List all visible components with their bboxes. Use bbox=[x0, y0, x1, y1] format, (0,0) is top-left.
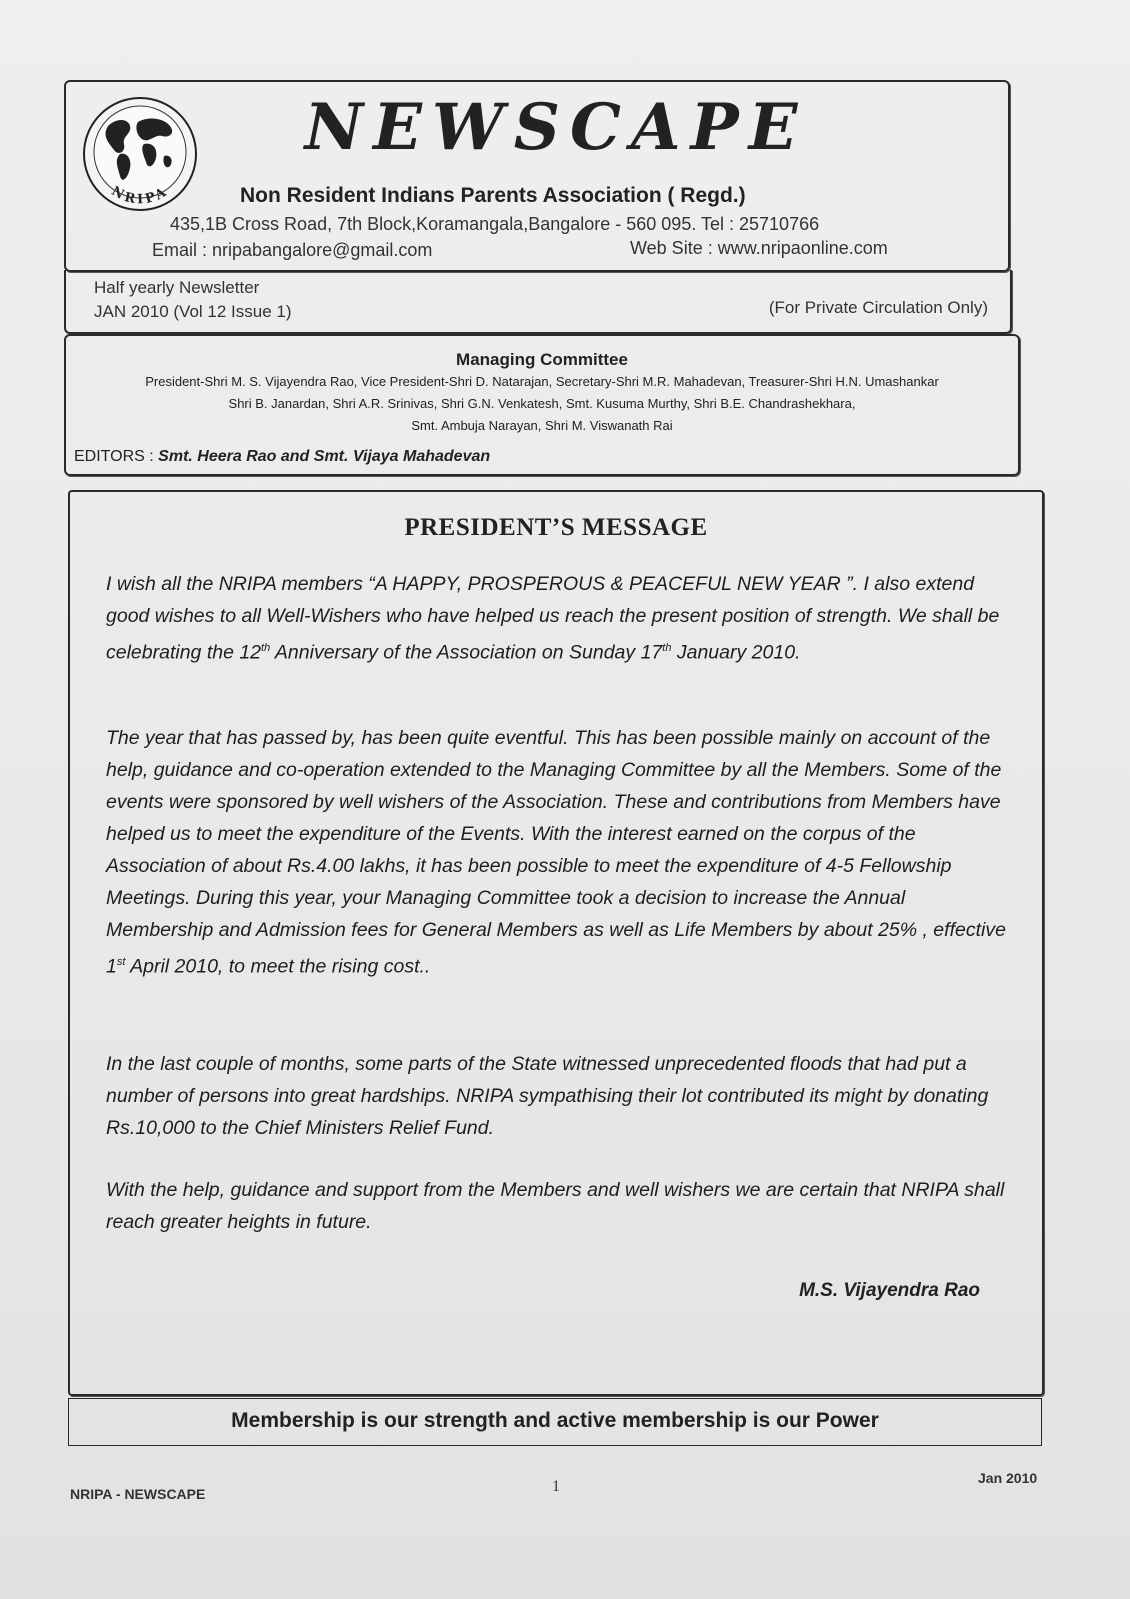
globe-logo-icon bbox=[78, 96, 202, 214]
message-paragraph: The year that has passed by, has been quite eventful. This has been possible mainly on account of the help, guidance and co-operation extended to the Managing Committee by all the Members. Some of the events were sponsored by well wishers of the Association. These and contributions from Members have helped us to meet the expenditure of the Events. With the interest earned on the corpus of the Association of about Rs.4.00 lakhs, it has been possible to meet the expenditure of 4-5 Fellowship Meetings. During this year, your Managing Committee took a decision to increase the Annual Membership and Admission fees for General Members as well as Life Members by about 25% , effective 1st April 2010, to meet the rising cost.. bbox=[106, 727, 1006, 978]
committee-members-line: President-Shri M. S. Vijayendra Rao, Vice President-Shri D. Natarajan, Secretary-Shri M.R. Mahadevan, Treasurer-Shri H.N. Umashankar bbox=[145, 374, 939, 389]
managing-committee-box bbox=[64, 334, 1020, 476]
footer-publication: NRIPA - NEWSCAPE bbox=[70, 1486, 206, 1502]
committee-members-line: Shri B. Janardan, Shri A.R. Srinivas, Shri G.N. Venkatesh, Smt. Kusuma Murthy, Shri B.E. Chandrashekhara, bbox=[228, 396, 856, 411]
page-number: 1 bbox=[552, 1478, 560, 1495]
committee-title: Managing Committee bbox=[456, 350, 628, 369]
message-paragraph: In the last couple of months, some parts of the State witnessed unprecedented floods that had put a number of persons into great hardships. NRIPA sympathising their lot contributed its might by donating Rs.10,000 to the Chief Ministers Relief Fund. bbox=[106, 1053, 989, 1139]
footer-date: Jan 2010 bbox=[978, 1470, 1038, 1486]
committee-members-line: Smt. Ambuja Narayan, Shri M. Viswanath Rai bbox=[411, 418, 673, 433]
slogan: Membership is our strength and active membership is our Power bbox=[231, 1409, 879, 1432]
organization-name: Non Resident Indians Parents Association ( Regd.) bbox=[240, 184, 746, 207]
masthead bbox=[64, 80, 1010, 272]
organization-website: Web Site : www.nripaonline.com bbox=[630, 238, 888, 258]
message-paragraph: With the help, guidance and support from the Members and well wishers we are certain that NRIPA shall reach greater heights in future. bbox=[106, 1179, 1005, 1233]
circulation-note: (For Private Circulation Only) bbox=[768, 298, 988, 317]
svg-text:NRIPA: NRIPA bbox=[108, 183, 172, 208]
organization-email: Email : nripabangalore@gmail.com bbox=[152, 240, 433, 260]
organization-address: 435,1B Cross Road, 7th Block,Koramangala,Bangalore - 560 095. Tel : 25710766 bbox=[170, 214, 820, 234]
message-title: PRESIDENT’S MESSAGE bbox=[404, 514, 708, 541]
signature: M.S. Vijayendra Rao bbox=[799, 1280, 980, 1301]
editors-label: EDITORS : bbox=[74, 448, 159, 465]
newsletter-title: NEWSCAPE bbox=[304, 90, 808, 165]
issue-bar bbox=[64, 270, 1012, 334]
newsletter-type: Half yearly Newsletter bbox=[94, 278, 260, 297]
editors-line bbox=[74, 448, 490, 466]
presidents-message-box bbox=[68, 490, 1044, 1396]
slogan-box bbox=[68, 1398, 1042, 1446]
message-paragraph: I wish all the NRIPA members “A HAPPY, PROSPEROUS & PEACEFUL NEW YEAR ”. I also extend good wishes to all Well-Wishers who have helped us reach the present position of strength. We shall be celebrating the 12th Anniversary of the Association on Sunday 17th January 2010. bbox=[106, 573, 1000, 664]
editors-names: Smt. Heera Rao and Smt. Vijaya Mahadevan bbox=[158, 448, 491, 465]
issue-date: JAN 2010 (Vol 12 Issue 1) bbox=[94, 302, 292, 321]
